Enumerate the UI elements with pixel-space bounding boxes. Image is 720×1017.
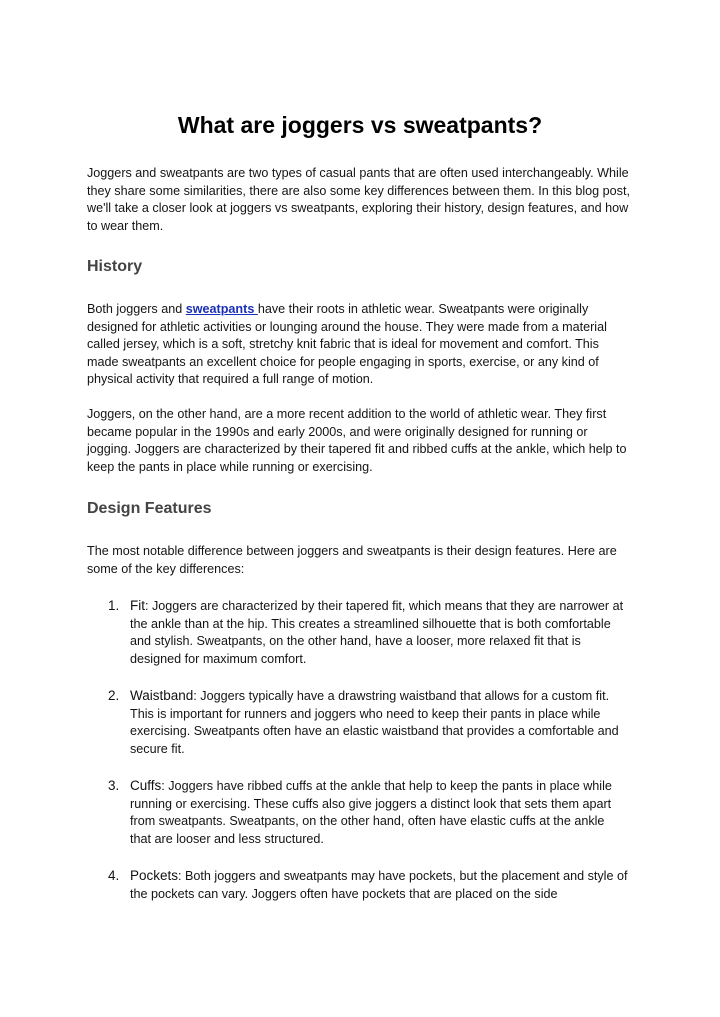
- intro-paragraph: Joggers and sweatpants are two types of casual pants that are often used interchangeably. While they share some similarities, there are also some key differences between them. In this blog post, we'll take a closer look at joggers vs sweatpants, exploring their history, design features, and how to wear them.: [87, 166, 630, 233]
- page-title: What are joggers vs sweatpants?: [177, 112, 543, 138]
- list-item-cuffs: [108, 777, 628, 848]
- list-item-pockets: [108, 867, 628, 903]
- list-item-term: Waistband: [130, 688, 194, 703]
- history-paragraph-2: Joggers, on the other hand, are a more recent addition to the world of athletic wear. They first became popular in the 1990s and early 2000s, and were originally designed for running or jogging. Joggers are characterized by their tapered fit and ribbed cuffs at the ankle, which help to keep the pants in place while running or exercising.: [87, 407, 627, 474]
- list-item-fit: [108, 597, 628, 668]
- history-heading: History: [87, 258, 143, 275]
- design-features-heading: Design Features: [87, 500, 212, 517]
- list-number: 2.: [108, 688, 120, 703]
- list-number: 3.: [108, 778, 120, 793]
- list-item-text: : Joggers are characterized by their tapered fit, which means that they are narrower at the ankle than at the hip. This creates a streamlined silhouette that is both comfortable and stylish. Sweatpants, on the other hand, have a looser, more relaxed fit that is designed for maximum comfort.: [130, 599, 624, 666]
- list-item-body: [130, 687, 628, 758]
- sweatpants-link[interactable]: sweatpants: [185, 302, 258, 316]
- design-intro-paragraph: The most notable difference between joggers and sweatpants is their design features. Here are some of the key differences:: [87, 544, 617, 576]
- list-item-text: : Joggers typically have a drawstring waistband that allows for a custom fit. This is important for runners and joggers who need to keep their pants in place while exercising. Sweatpants often have an elastic waistband that provides a comfortable and secure fit.: [130, 689, 619, 756]
- list-item-body: [130, 597, 628, 668]
- history-paragraph-1: [87, 301, 632, 389]
- list-item-term: Pockets: [130, 868, 179, 883]
- list-item-body: [130, 867, 628, 903]
- list-number: 4.: [108, 868, 120, 883]
- list-item-term: Cuffs: [130, 778, 162, 793]
- list-item-term: Fit: [130, 598, 145, 613]
- list-number: 1.: [108, 598, 120, 613]
- list-item-body: [130, 777, 628, 848]
- history-p1-rest: have their roots in athletic wear. Sweatpants were originally designed for athletic activities or lounging around the house. They were made from a material called jersey, which is a soft, stretchy knit fabric that is ideal for movement and comfort. This made sweatpants an excellent choice for people engaging in sports, exercise, or any kind of physical activity that required a full range of motion.: [87, 302, 607, 387]
- history-p1-start: Both joggers and: [87, 302, 186, 316]
- list-item-waistband: [108, 687, 628, 758]
- list-item-text: : Both joggers and sweatpants may have pockets, but the placement and style of the pockets can vary. Joggers often have pockets that are placed on the side: [130, 869, 628, 901]
- list-item-text: : Joggers have ribbed cuffs at the ankle that help to keep the pants in place while running or exercising. These cuffs also give joggers a distinct look that sets them apart from sweatpants. Sweatpants, on the other hand, often have elastic cuffs at the ankle that are looser and less structured.: [130, 779, 612, 846]
